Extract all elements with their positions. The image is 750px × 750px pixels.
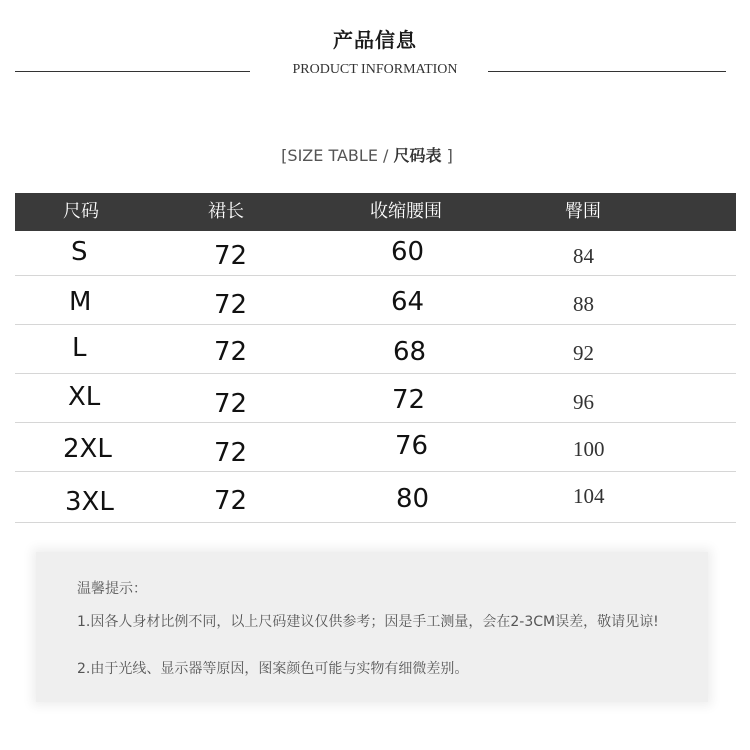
waist-cell: 64 bbox=[391, 287, 425, 317]
caption-en: [SIZE TABLE / bbox=[281, 146, 394, 165]
size-cell: 3XL bbox=[65, 487, 114, 517]
hip-cell: 104 bbox=[573, 484, 605, 508]
notes-box bbox=[36, 552, 708, 702]
hip-cell: 84 bbox=[573, 244, 594, 268]
hip-cell: 88 bbox=[573, 292, 594, 316]
hip-cell: 92 bbox=[573, 341, 594, 365]
page-subtitle: PRODUCT INFORMATION bbox=[292, 62, 458, 77]
table-row bbox=[15, 423, 736, 472]
caption-end: ] bbox=[441, 146, 453, 165]
waist-cell: 80 bbox=[396, 484, 430, 514]
waist-cell: 68 bbox=[393, 337, 427, 367]
waist-cell: 60 bbox=[391, 237, 425, 267]
length-cell: 72 bbox=[214, 241, 248, 271]
waist-cell: 72 bbox=[392, 385, 426, 415]
size-table-caption bbox=[0, 143, 734, 166]
size-cell: 2XL bbox=[63, 434, 112, 464]
length-cell: 72 bbox=[214, 389, 248, 419]
table-row bbox=[15, 472, 736, 523]
table-row bbox=[15, 276, 736, 325]
table-row bbox=[15, 374, 736, 423]
notes-title: 温馨提示： bbox=[77, 581, 147, 597]
length-cell: 72 bbox=[214, 486, 248, 516]
page-title: 产品信息 bbox=[333, 28, 417, 52]
length-cell: 72 bbox=[214, 290, 248, 320]
size-cell: XL bbox=[68, 382, 101, 412]
length-cell: 72 bbox=[214, 337, 248, 367]
waist-cell: 76 bbox=[395, 431, 429, 461]
caption-cn: 尺码表 bbox=[393, 146, 442, 165]
length-cell: 72 bbox=[214, 438, 248, 468]
size-cell: S bbox=[71, 237, 88, 267]
hip-cell: 96 bbox=[573, 390, 594, 414]
note-line-1: 1.因各人身材比例不同，以上尺码建议仅供参考；因是手工测量，会在2-3CM误差，敬请见谅! bbox=[77, 614, 659, 630]
column-header-size: 尺码 bbox=[63, 201, 99, 222]
column-header-length: 裙长 bbox=[208, 201, 244, 222]
hip-cell: 100 bbox=[573, 437, 605, 461]
right-divider bbox=[488, 71, 726, 72]
size-table-header bbox=[15, 193, 736, 231]
table-row bbox=[15, 325, 736, 374]
note-line-2: 2.由于光线、显示器等原因，图案颜色可能与实物有细微差别。 bbox=[77, 661, 469, 677]
column-header-waist: 收缩腰围 bbox=[370, 201, 442, 222]
size-cell: M bbox=[69, 287, 92, 317]
size-cell: L bbox=[72, 333, 87, 363]
table-row bbox=[15, 231, 736, 276]
column-header-hip: 臀围 bbox=[565, 201, 601, 222]
